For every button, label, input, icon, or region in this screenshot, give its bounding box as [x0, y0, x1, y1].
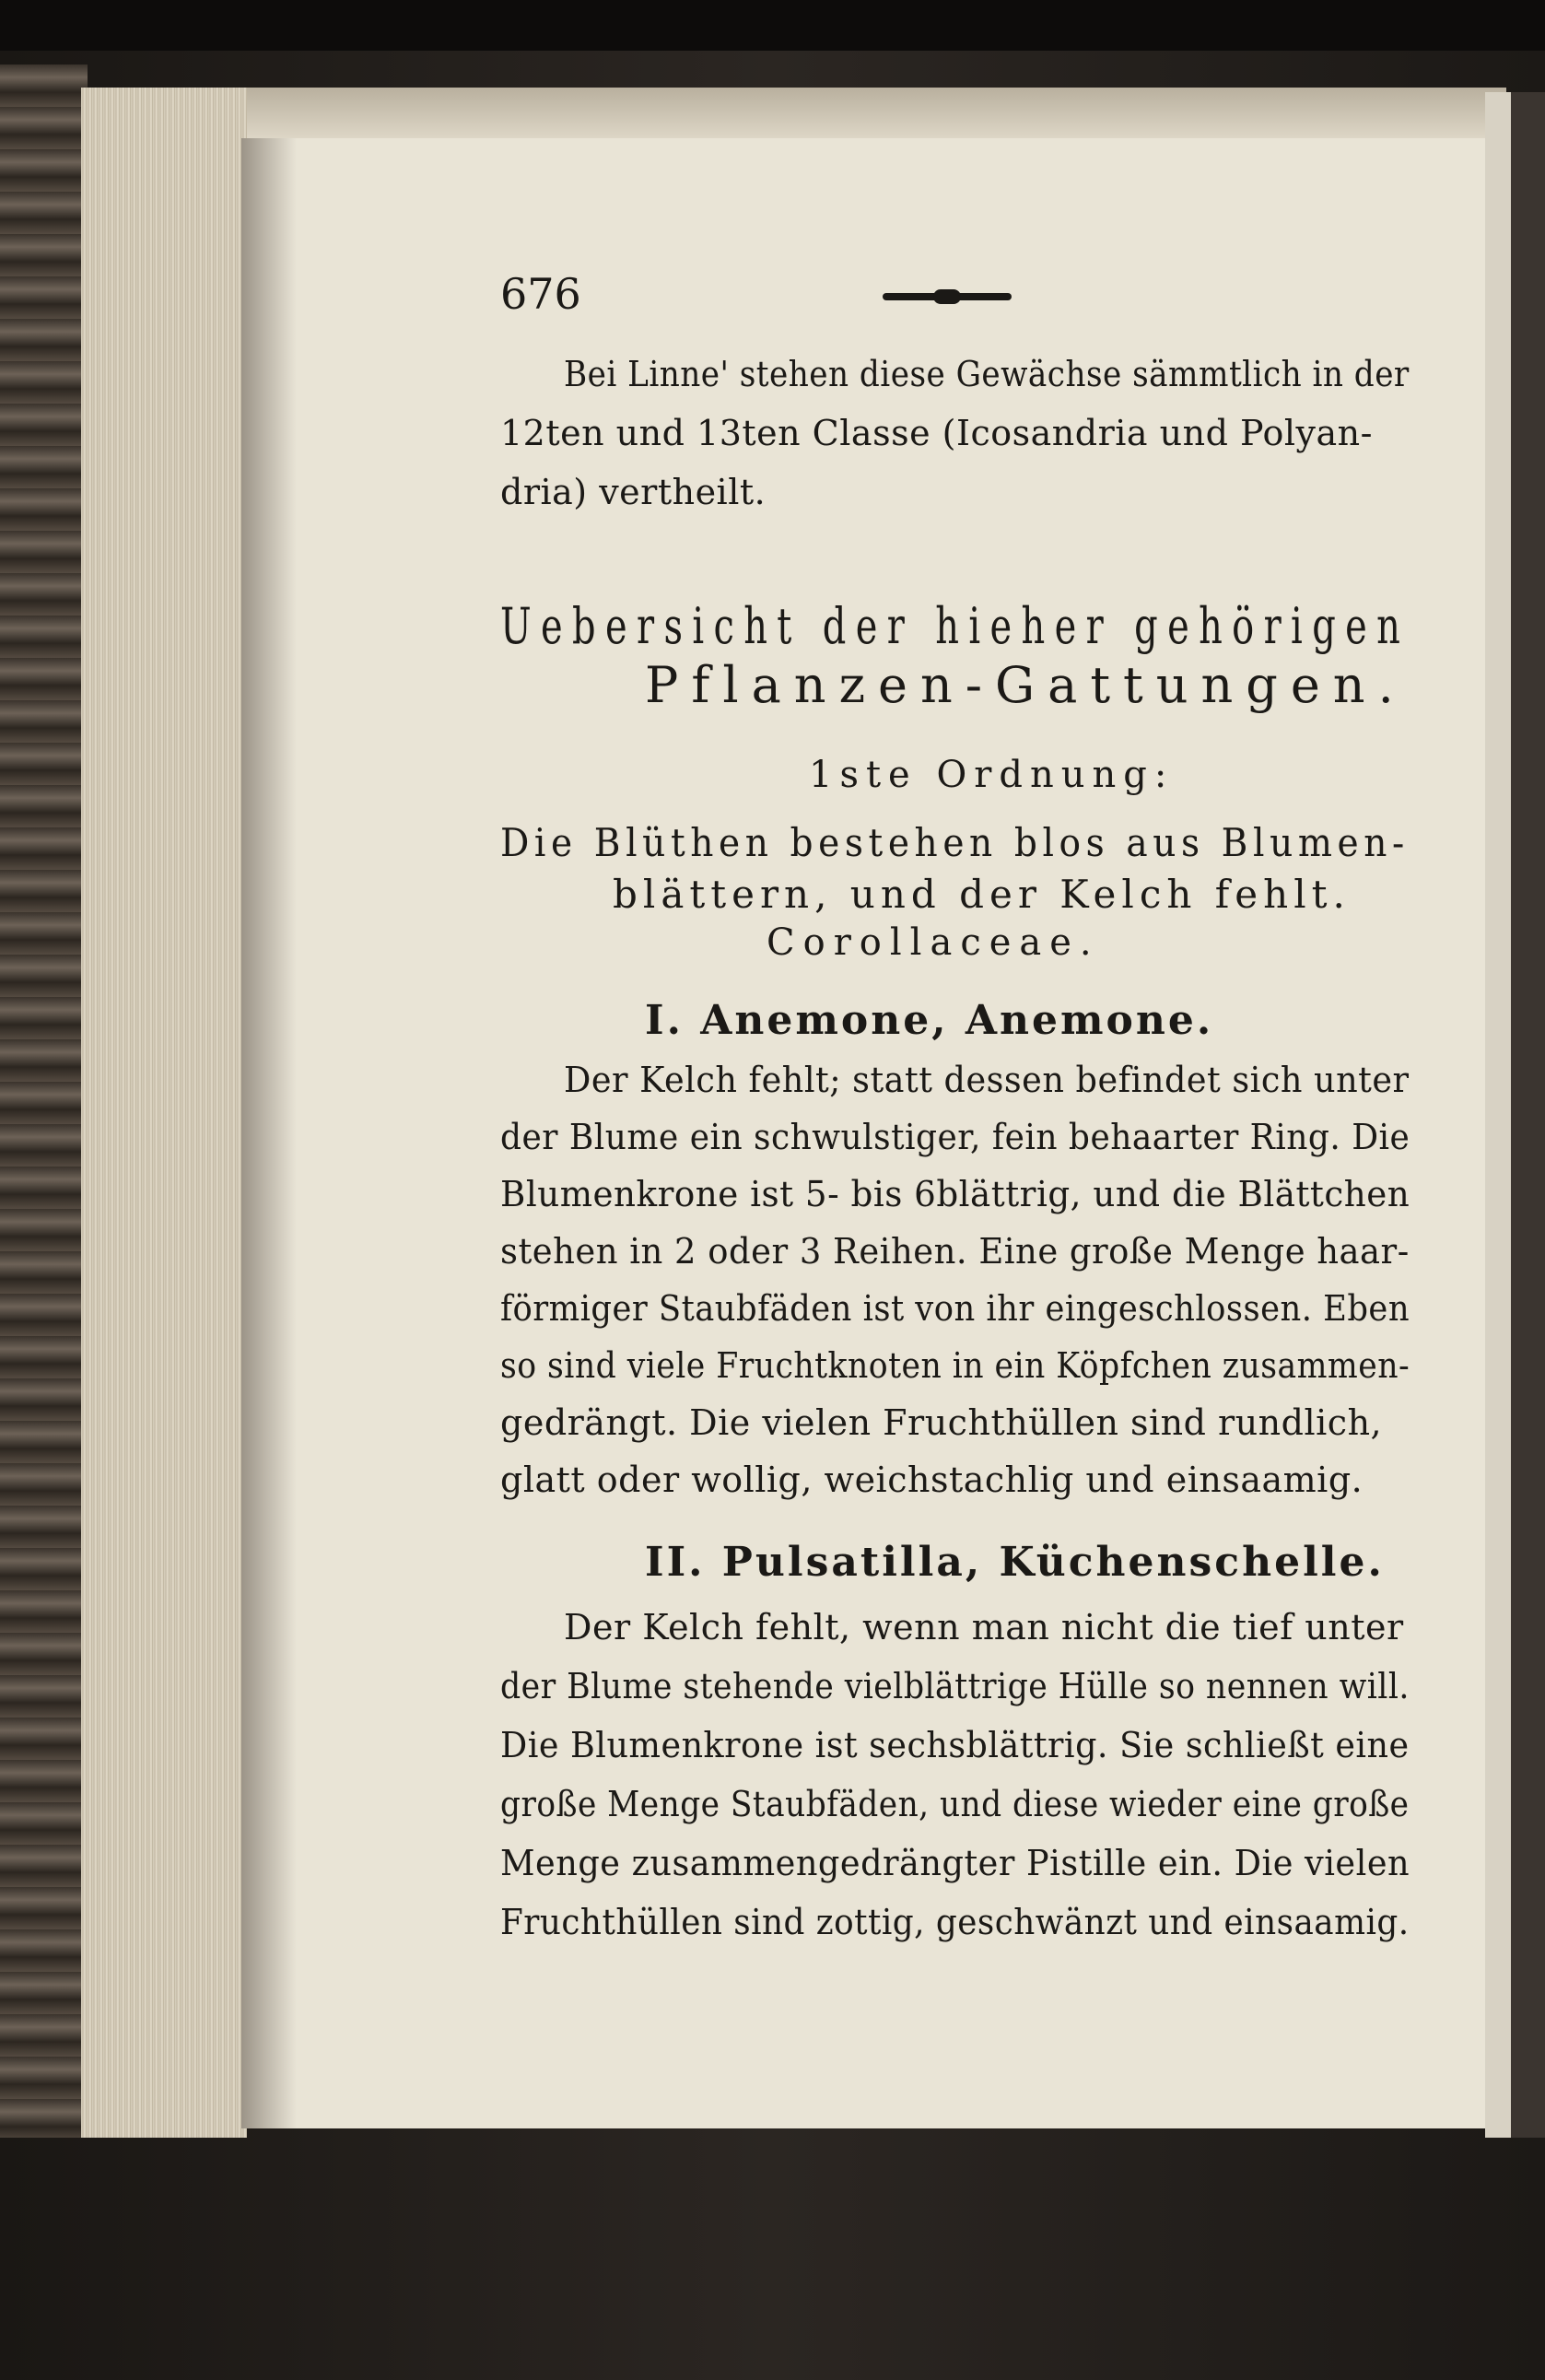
- page-stack-edge: [81, 88, 247, 2138]
- genus-2-line-6: Fruchthüllen sind zottig, geschwänzt und einsaamig.: [500, 1902, 1410, 1942]
- genus-1-line-5: förmiger Staubfäden ist von ihr eingeschlossen. Eben: [500, 1288, 1410, 1329]
- genus-1-line-2: der Blume ein schwulstiger, fein behaarter Ring. Die: [500, 1117, 1410, 1157]
- genus-2-line-3: Die Blumenkrone ist sechsblättrig. Sie schließt eine: [500, 1725, 1410, 1765]
- section-heading-line-1: Uebersicht der hieher gehörigen: [500, 597, 1410, 655]
- genus-1-line-8: glatt oder wollig, weichstachlig und einsaamig.: [500, 1460, 1364, 1500]
- genus-1-line-1: Der Kelch fehlt; statt dessen befindet sich unter: [564, 1060, 1410, 1100]
- intro-line-2: 12ten und 13ten Classe (Icosandria und Polyan-: [500, 413, 1373, 453]
- genus-2-line-4: große Menge Staubfäden, und diese wieder eine große: [500, 1784, 1410, 1824]
- genus-2-title: II. Pulsatilla, Küchenschelle.: [645, 1539, 1385, 1586]
- facing-cover-edge: [1511, 92, 1545, 2138]
- gutter-shadow: [241, 138, 297, 2128]
- genus-2-line-5: Menge zusammengedrängter Pistille ein. Die vielen: [500, 1843, 1410, 1883]
- section-heading-line-2: Pflanzen-Gattungen.: [645, 656, 1407, 714]
- intro-line-1: Bei Linne' stehen diese Gewächse sämmtlich in der: [564, 354, 1410, 394]
- order-description-line-1: Die Blüthen bestehen blos aus Blumen-: [500, 820, 1410, 865]
- page-top-edge: [88, 88, 1506, 138]
- order-description-line-2: blättern, und der Kelch fehlt.: [613, 872, 1351, 917]
- genus-1-title: I. Anemone, Anemone.: [645, 997, 1214, 1044]
- order-title: 1ste Ordnung:: [809, 754, 1175, 796]
- cover-edge: [0, 64, 88, 2138]
- genus-1-line-6: so sind viele Fruchtknoten in ein Köpfchen zusammen-: [500, 1345, 1410, 1386]
- header-ornament: [883, 293, 1012, 300]
- genus-2-line-1: Der Kelch fehlt, wenn man nicht die tief unter: [564, 1607, 1404, 1647]
- page-number: 676: [500, 269, 581, 319]
- intro-line-3: dria) vertheilt.: [500, 472, 767, 512]
- genus-1-line-4: stehen in 2 oder 3 Reihen. Eine große Menge haar-: [500, 1231, 1410, 1272]
- genus-1-line-3: Blumenkrone ist 5- bis 6blättrig, und die Blättchen: [500, 1174, 1410, 1214]
- genus-1-line-7: gedrängt. Die vielen Fruchthüllen sind rundlich,: [500, 1402, 1383, 1443]
- order-latin-name: Corollaceae.: [767, 921, 1100, 964]
- genus-2-line-2: der Blume stehende vielblättrige Hülle so nennen will.: [500, 1666, 1410, 1706]
